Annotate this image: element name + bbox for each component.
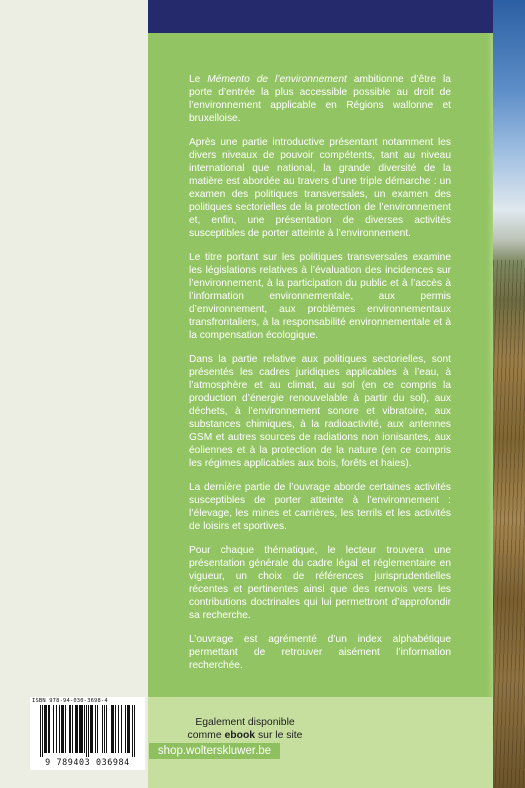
- barcode-bar: [88, 705, 89, 757]
- barcode-bar: [86, 705, 87, 757]
- ean-digits: 9 789403 036984: [45, 757, 130, 767]
- barcode-bar: [42, 705, 43, 757]
- top-navy-strip: [148, 0, 493, 33]
- barcode-bar: [127, 705, 128, 753]
- barcode-label: [30, 697, 145, 770]
- barcode-bar: [129, 705, 130, 753]
- barcode-bar: [92, 705, 93, 753]
- shop-website-link[interactable]: shop.wolterskluwer.be: [149, 743, 280, 759]
- barcode-bar: [134, 705, 135, 757]
- barcode-bar: [44, 705, 45, 753]
- barcode-graphic: [33, 705, 142, 757]
- barcode-bar: [97, 705, 98, 753]
- paragraph-intro: Le Mémento de l’environnement ambitionne d’être la porte d’entrée la plus accessible possible au droit de l’environnement applicable en Régions wallonne et bruxelloise.: [189, 74, 451, 124]
- back-cover-text: [189, 73, 451, 683]
- barcode-bar: [111, 705, 112, 753]
- barcode-bar: [45, 705, 46, 753]
- barcode-bar: [84, 705, 85, 753]
- barcode-bar: [40, 705, 41, 757]
- paragraph-transversal-policies: Le titre portant sur les politiques transversales examine les législations relatives à l’évaluation des incidences sur l’environnement, à la participation du public et à l’accès à l’information environnementale, aux permis d’environnement, aux problèmes environnementaux transfrontaliers, à la responsabilité environnementale et à la compensation écologique.: [189, 252, 451, 341]
- paragraph-structure: Après une partie introductive présentant notamment les divers niveaux de pouvoir compétents, tant au niveau international que national, la grande diversité de la matière est abordée au travers d’une triple démarche : un examen des politiques transversales, un examen des politiques sectorielles de la protection de l’environnement et, enfin, une présentation de diverses activités susceptibles de porter atteinte à l’environnement.: [189, 137, 451, 239]
- ebook-availability-line: Egalement disponible: [195, 717, 295, 728]
- barcode-bar: [48, 705, 49, 753]
- paragraph-index: L’ouvrage est agrémenté d’un index alphabétique permettant de retrouver aisément l’information recherchée.: [189, 634, 451, 671]
- barcode-bar: [76, 705, 77, 753]
- paragraph-content-per-theme: Pour chaque thématique, le lecteur trouvera une présentation générale du cadre légal et réglementaire en vigueur, un choix de références jurisprudentielles récentes et pertinentes ainsi que des renvois vers les contributions doctrinales qui lui permettront d’approfondir sa recherche.: [189, 545, 451, 621]
- barcode-bar: [106, 705, 107, 753]
- grass-texture: [493, 260, 525, 788]
- paragraph-sectoral-policies: Dans la partie relative aux politiques sectorielles, sont présentés les cadres juridiques applicables à l’eau, à l’atmosphère et au climat, au sol (en ce compris la production d’énergie renouvelable à partir du sol), aux déchets, à l’environnement sonore et vibratoire, aux substances chimiques, à la radioactivité, aux antennes GSM et autres sources de radiations non ionisantes, aux éoliennes et à la protection de la nature (en ce compris les régimes applicables aux bois, forêts et haies).: [189, 354, 451, 469]
- barcode-bar: [79, 705, 80, 753]
- left-margin-band: [0, 0, 148, 788]
- barcode-bar: [118, 705, 119, 753]
- book-title-emphasis: Mémento de l’environnement: [207, 74, 347, 85]
- barcode-bar: [59, 705, 60, 753]
- barcode-bar: [49, 705, 50, 753]
- barcode-bar: [63, 705, 64, 753]
- barcode-bar: [53, 705, 54, 753]
- barcode-bar: [91, 705, 92, 753]
- barcode-bar: [125, 705, 126, 753]
- barcode-bar: [113, 705, 114, 753]
- barcode-bar: [56, 705, 57, 753]
- barcode-bar: [132, 705, 133, 757]
- barcode-bar: [128, 705, 129, 753]
- barcode-bar: [75, 705, 76, 753]
- landscape-photo-strip: [493, 0, 525, 788]
- barcode-bar: [65, 705, 66, 753]
- barcode-bar: [115, 705, 116, 753]
- barcode-bar: [121, 705, 122, 753]
- barcode-bar: [95, 705, 96, 753]
- paragraph-activities: La dernière partie de l’ouvrage aborde certaines activités susceptibles de porter atteinte à l’environnement : l’élevage, les mines et carrières, les terrils et les activités de loisirs et sportives.: [189, 482, 451, 532]
- barcode-bar: [69, 705, 70, 753]
- barcode-bar: [102, 705, 103, 753]
- barcode-bar: [82, 705, 83, 753]
- barcode-bar: [81, 705, 82, 753]
- barcode-bar: [61, 705, 62, 753]
- isbn-number: ISBN 978-94-030-3698-4: [32, 698, 108, 704]
- ebook-format-line: comme ebook sur le site: [187, 730, 303, 741]
- barcode-bar: [104, 705, 105, 753]
- barcode-bar: [46, 705, 47, 753]
- barcode-bar: [62, 705, 63, 753]
- ebook-keyword: ebook: [224, 730, 256, 741]
- barcode-bar: [70, 705, 71, 753]
- barcode-bar: [90, 705, 91, 753]
- barcode-bar: [112, 705, 113, 753]
- barcode-bar: [77, 705, 78, 753]
- barcode-bar: [80, 705, 81, 753]
- barcode-bar: [72, 705, 73, 753]
